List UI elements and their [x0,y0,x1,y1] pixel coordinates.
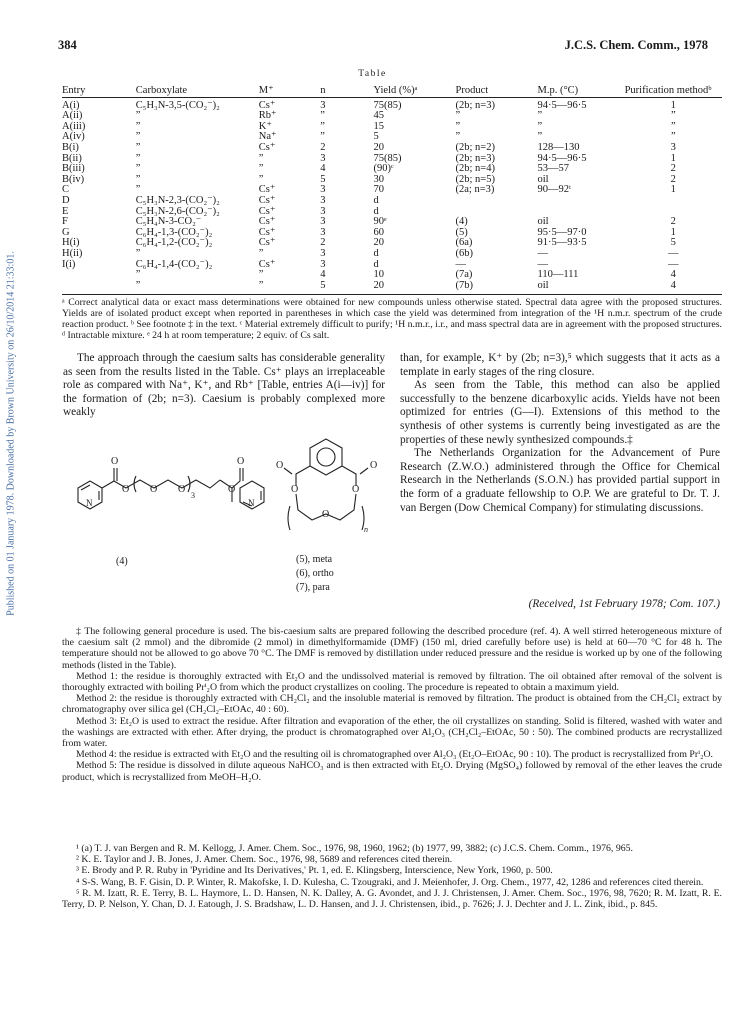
table-cell: 3 [320,226,326,238]
table-row [62,270,722,281]
table-cell: 3 [670,141,676,153]
table-cell: 1 [670,184,676,196]
table-cell: 53—57 [537,163,569,175]
table-cell: Rb⁺ [258,110,277,122]
table-cell: ” [320,131,325,143]
table-cell: ” [135,184,141,196]
table-cell: ” [258,173,264,185]
table-header-cell: Carboxylate [136,86,259,97]
table-cell: — [455,258,466,270]
table-cell: B(iv) [62,173,85,185]
reference-1: ¹ (a) T. J. van Bergen and R. M. Kellogg, J. Amer. Chem. Soc., 1976, 98, 1960, 1962; (b) 1977, 99, 3882; (c) J.C.S. Chem. Comm., 1976, 965. [76,843,633,854]
table-cell: 95·5—97·0 [537,226,587,238]
table-row [62,97,722,111]
table-cell: A(iii) [62,120,86,132]
table-cell: (90)ᶜ [373,163,394,175]
table-cell: 4 [670,269,676,281]
table-header-row [62,86,722,97]
table-cell: 60 [373,226,385,238]
svg-text:O: O [291,484,299,495]
table-cell: oil [537,279,549,291]
table-cell: d [373,194,379,206]
benzene-ring [310,439,342,475]
footnote-intro: ‡ The following general procedure is used. The bis-caesium salts are prepared following the described procedure (ref. 4). A well stirred heterogeneous mixture of the caesium salt (2 mmol) and the dibromide (2 mmol) in dimethylformamide (DMF) (150 ml, dried carefully before use) is held at 60—70 °C for 48 h. The temperature should not be allowed to go above 70 °C. The DMF is removed by distillation under reduced pressure and the residue is worked up by one of the following methods (listed in the Table). [62,626,722,671]
right-column-text [400,352,720,515]
left-paragraph: The approach through the caesium salts has considerable generality as seen from the results listed in the Table. Cs⁺ plays an irreplaceable role as compared with Na⁺, K⁺, and Rb⁺ [Table, entries A(i—iv)] for the formation of (2b; n=3). Caesium is probably complexed more weakly [63,352,385,419]
svg-text:O: O [178,484,186,495]
table-row [62,143,722,154]
table-row [62,238,722,249]
table-cell: C₅H₃N-2,3-(CO₂⁻)₂ [135,194,220,206]
table-cell: ” [258,269,264,281]
table-cell: ” [258,152,264,164]
table-cell: 94·5—96·5 [537,152,587,164]
table-cell: K⁺ [258,120,272,132]
table-cell: 3 [320,99,326,111]
method-5: Method 5: The residue is dissolved in dilute aqueous NaHCO₃ and is then extracted with Et₂O. Drying (MgSO₄) followed by removal of the ether leaves the crude product, which is recrystallized from MeOH–H₂O. [62,760,722,783]
table-body [62,97,722,291]
table-cell: C₅H₃N-3,5-(CO₂⁻)₂ [135,99,220,111]
table-cell: 20 [373,141,385,153]
table-cell: H(ii) [62,247,83,259]
table-cell: 5 [320,173,326,185]
table-cell: G [62,226,70,238]
journal-title: J.C.S. Chem. Comm., 1978 [564,38,708,52]
table-header-cell: M.p. (°C) [537,86,624,97]
table-caption: Table [358,69,387,79]
table-cell: (2b; n=3) [455,152,495,164]
svg-text:O: O [228,484,236,495]
table-cell: — [668,258,679,270]
table-cell: ” [135,110,141,122]
table-cell: (4) [455,216,468,228]
table-cell [625,196,722,207]
table-cell: (2b; n=5) [455,173,495,185]
table-cell: 70 [373,184,385,196]
table-cell: 1 [670,226,676,238]
table-row [62,122,722,133]
table-row [62,196,722,207]
table-cell: C₅H₃N-2,6-(CO₂⁻)₂ [135,205,220,217]
table-row [62,132,722,143]
table-cell: Cs⁺ [258,258,276,270]
table-cell: B(ii) [62,152,82,164]
table-header-cell: n [320,86,373,97]
table-cell: 10 [373,269,385,281]
download-watermark [2,250,16,620]
table-cell: oil [537,216,549,228]
table-cell: 128—130 [537,141,580,153]
table-cell: B(iii) [62,163,85,175]
table-cell: 2 [670,216,676,228]
table-cell: 20 [373,279,385,291]
table-cell: C₆H₄-1,2-(CO₂⁻)₂ [135,237,213,249]
label-4: (4) [116,556,128,567]
svg-text:O: O [352,484,360,495]
table-cell: ” [455,120,461,132]
svg-text:N: N [86,498,93,508]
table-cell: I(i) [62,258,76,270]
table-cell: (2b; n=3) [455,99,495,111]
table-cell: 1 [670,99,676,111]
table-cell: D [62,194,70,206]
table-cell: ” [135,173,141,185]
table-cell: ” [258,247,264,259]
table-cell: C₆H₄-1,4-(CO₂⁻)₂ [135,258,213,270]
table-cell: Cs⁺ [258,194,276,206]
table-cell [537,207,624,218]
label-6: (6), ortho [296,568,334,579]
table-cell: Cs⁺ [258,226,276,238]
table-cell: 3 [320,216,326,228]
table-cell: Cs⁺ [258,141,276,153]
table-cell: (2b; n=2) [455,141,495,153]
svg-text:O: O [370,460,378,471]
table-cell: H(i) [62,237,80,249]
table-cell: ” [537,110,543,122]
received-date: (Received, 1st February 1978; Com. 107.) [528,598,720,610]
results-table [62,86,722,291]
table-cell: 5 [670,237,676,249]
table-cell: ” [135,163,141,175]
table-row [62,260,722,271]
table-cell: Na⁺ [258,131,277,143]
table-header-cell: M⁺ [259,86,320,97]
table-cell: E [62,205,69,217]
table-cell: 20 [373,237,385,249]
table-cell: 5 [373,131,379,143]
table-row [62,111,722,122]
table-cell: ” [537,120,543,132]
table-cell: ” [670,131,676,143]
table-cell: d [373,247,379,259]
table-cell: 2 [670,173,676,185]
procedure-footnote [62,626,722,783]
table-cell: 45 [373,110,385,122]
table-cell: ” [258,163,264,175]
table-cell: A(ii) [62,110,83,122]
table-cell: ” [135,141,141,153]
table-cell: 15 [373,120,385,132]
table-cell: d [373,205,379,217]
table-cell: B(i) [62,141,79,153]
table-cell: 3 [320,184,326,196]
table-row [62,175,722,186]
table-cell: — [537,247,548,259]
table-cell: 3 [320,258,326,270]
method-3: Method 3: Et₂O is used to extract the residue. After filtration and evaporation of the ether, the oil crystallizes on standing. Solid is filtered, washed with water and the washings are extracted with ether. After drying, the product is chromatographed over Al₂O₃ (CH₂Cl₂–EtOAc, 50 : 50). The combined products are recrystallized from water. [62,715,722,750]
table-row [62,164,722,175]
reference-2: ² K. E. Taylor and J. B. Jones, J. Amer. Chem. Soc., 1976, 98, 5689 and references cited therein. [76,854,453,866]
table-cell: 90—92ᵗ [537,184,571,196]
page-header [58,38,708,56]
table-header-cell: Yield (%)ᵃ [374,86,456,97]
table-cell: 4 [320,163,326,175]
table-cell: Cs⁺ [258,216,276,228]
chemical-structures [60,428,400,608]
table-cell: 2 [320,237,326,249]
table-notes: ᵃ Correct analytical data or exact mass determinations were obtained for new compounds unless otherwise stated. Spectral data agree with the proposed structures. Yields are of isolated product except when reported in parentheses in which case the yield was determined from integration of the ¹H n.m.r. spectrum of the crude reaction product. ᵇ See footnote ‡ in the text. ᶜ Material extremely difficult to purify; ¹H n.m.r., i.r., and mass spectral data are in agreement with the proposed structures. ᵈ Intractable mixture. ᵉ 24 h at room temperature; 2 equiv. of Cs salt. [62,297,722,341]
table-cell: ” [670,120,676,132]
table-cell: ” [135,131,141,143]
table-cell [62,281,136,292]
method-2: Method 2: the residue is thoroughly extracted with CH₂Cl₂ and the insoluble material is removed by filtration. The product is obtained from the CH₂Cl₂ extract by chromatography over silica gel (CH₂Cl₂–EtOAc, 40 : 60). [62,693,722,716]
table-cell: 2 [670,163,676,175]
table-cell [537,196,624,207]
table-cell: 90ᵉ [373,216,387,228]
svg-text:O: O [122,484,130,495]
table-cell: d [373,258,379,270]
table-cell: (6b) [455,247,473,259]
table-cell: ” [320,120,325,132]
label-7: (7), para [296,582,330,593]
reference-3: ³ E. Brody and P. R. Ruby in 'Pyridine and Its Derivatives,' Pt. 1, ed. E. Klingsberg, Interscience, New York, 1960, p. 500. [76,865,553,877]
table-cell: 30 [373,173,385,185]
table-row [62,281,722,292]
table-cell: 3 [320,194,326,206]
table-cell [62,270,136,281]
right-paragraph-3: The Netherlands Organization for the Advancement of Pure Research (Z.W.O.) administered through the Office for Chemical Research in the Netherlands (S.O.N.) has provided partial support in the form of a graduate fellowship to O.P. We are grateful to Dr. T. J. van Bergen (Dow Chemical Company) for stimulating discussions. [400,447,720,514]
reference-4: ⁴ S-S. Wang, B. F. Gisin, D. P. Winter, R. Makofske, I. D. Kulesha, C. Tzougraki, and J. Meienhofer, J. Org. Chem., 1977, 42, 1286 and references cited therein. [76,876,704,888]
right-paragraph-1: than, for example, K⁺ by (2b; n=3),⁵ which suggests that it acts as a template in early stages of the ring closure. [400,352,720,378]
table-cell: ” [135,152,141,164]
watermark-text: Published on 01 January 1978. Downloaded by Brown University on 26/10/2014 21:33:01. [5,251,17,616]
table-cell: ” [670,110,676,122]
table-cell: ” [455,110,461,122]
repeat-subscript-3: 3 [191,491,195,500]
method-4: Method 4: the residue is extracted with Et₂O and the resulting oil is chromatographed over Al₂O₃ (Et₂O–EtOAc, 90 : 10). The product is recrystallized from Prⁱ₂O. [76,749,714,761]
table-row [62,249,722,260]
table-cell: 110—111 [537,269,579,281]
label-5: (5), meta [296,554,333,565]
table-header-cell: Entry [62,86,136,97]
table-cell: C₆H₄-1,3-(CO₂⁻)₂ [135,226,213,238]
table-cell: ” [135,269,141,281]
table-cell: 4 [670,279,676,291]
table-cell: 75(85) [373,152,402,164]
table-cell: A(i) [62,99,80,111]
table-cell [456,196,538,207]
table-cell: 1 [670,152,676,164]
table-cell: C [62,184,70,196]
table-cell: (7a) [455,269,473,281]
table-cell: (7b) [455,279,473,291]
table-cell: — [537,258,548,270]
svg-text:O: O [237,456,245,467]
reference-5: ⁵ R. M. Izatt, R. E. Terry, B. L. Haymore, L. D. Hansen, N. K. Dalley, A. G. Avondet, and J. J. Christensen, J. Amer. Chem. Soc., 1976, 98, 7620; R. M. Izatt, R. E. Terry, D. P. Nelson, Y. Chan, D. J. Eatough, J. S. Bradshaw, L. D. Hansen, and J. J. Christensen, ibid., p. 7626; J. J. Dechter and J. L. Zink, ibid., p. 845. [62,887,722,911]
table-cell: Cs⁺ [258,99,276,111]
svg-text:O: O [111,456,119,467]
table-cell: A(iv) [62,131,85,143]
svg-text:O: O [276,460,284,471]
table-cell: (5) [455,226,468,238]
table-cell: — [668,247,679,259]
table-header-cell: Purification methodᵇ [625,86,722,97]
right-paragraph-2: As seen from the Table, this method can also be applied successfully to the benzene dicarboxylic acids. Yields have not been optimized for entries (G—I). Extensions of this method to the synthesis of other systems is currently being investigated as are the properties of these newly synthesized compounds.‡ [400,379,720,446]
table-cell: ” [455,131,461,143]
table-cell: Cs⁺ [258,237,276,249]
repeat-subscript-n: n [364,525,368,534]
table-cell: (6a) [455,237,473,249]
table-bottom-rule [62,294,722,295]
table-cell: Cs⁺ [258,205,276,217]
table-cell: (2a; n=3) [455,184,495,196]
table-cell: 3 [320,152,326,164]
page-number: 384 [58,38,77,52]
table-cell: oil [537,173,549,185]
table-cell: 4 [320,269,326,281]
table-cell: 94·5—96·5 [537,99,587,111]
table-cell: 91·5—93·5 [537,237,587,249]
table-cell: C₅H₄N-3-CO₂⁻ [135,216,202,228]
table-cell: ” [537,131,543,143]
table-cell: 2 [320,141,326,153]
table-cell: Cs⁺ [258,184,276,196]
table-cell: 5 [320,279,326,291]
table-header-cell: Product [456,86,538,97]
svg-text:O: O [322,509,330,520]
svg-text:N: N [248,498,255,508]
svg-text:O: O [150,484,158,495]
method-1: Method 1: the residue is thoroughly extracted with Et₂O and the undissolved material is removed by filtration. The oil obtained after removal of the solvent is thoroughly extracted with boiling Prⁱ₂O from which the product crystallizes on cooling. The procedure is repeated to obtain a maximum yield. [62,670,722,694]
table-cell: 3 [320,247,326,259]
left-column-text [63,352,385,420]
table-cell: (2b; n=4) [455,163,495,175]
table-cell: ” [135,247,141,259]
table-cell: F [62,216,68,228]
table-cell: ” [258,279,264,291]
table-cell: 75(85) [373,99,402,111]
table-cell: ” [135,120,141,132]
table-cell: ” [320,110,325,122]
table-cell: 3 [320,205,326,217]
table-cell: ” [135,279,141,291]
references [62,843,722,910]
